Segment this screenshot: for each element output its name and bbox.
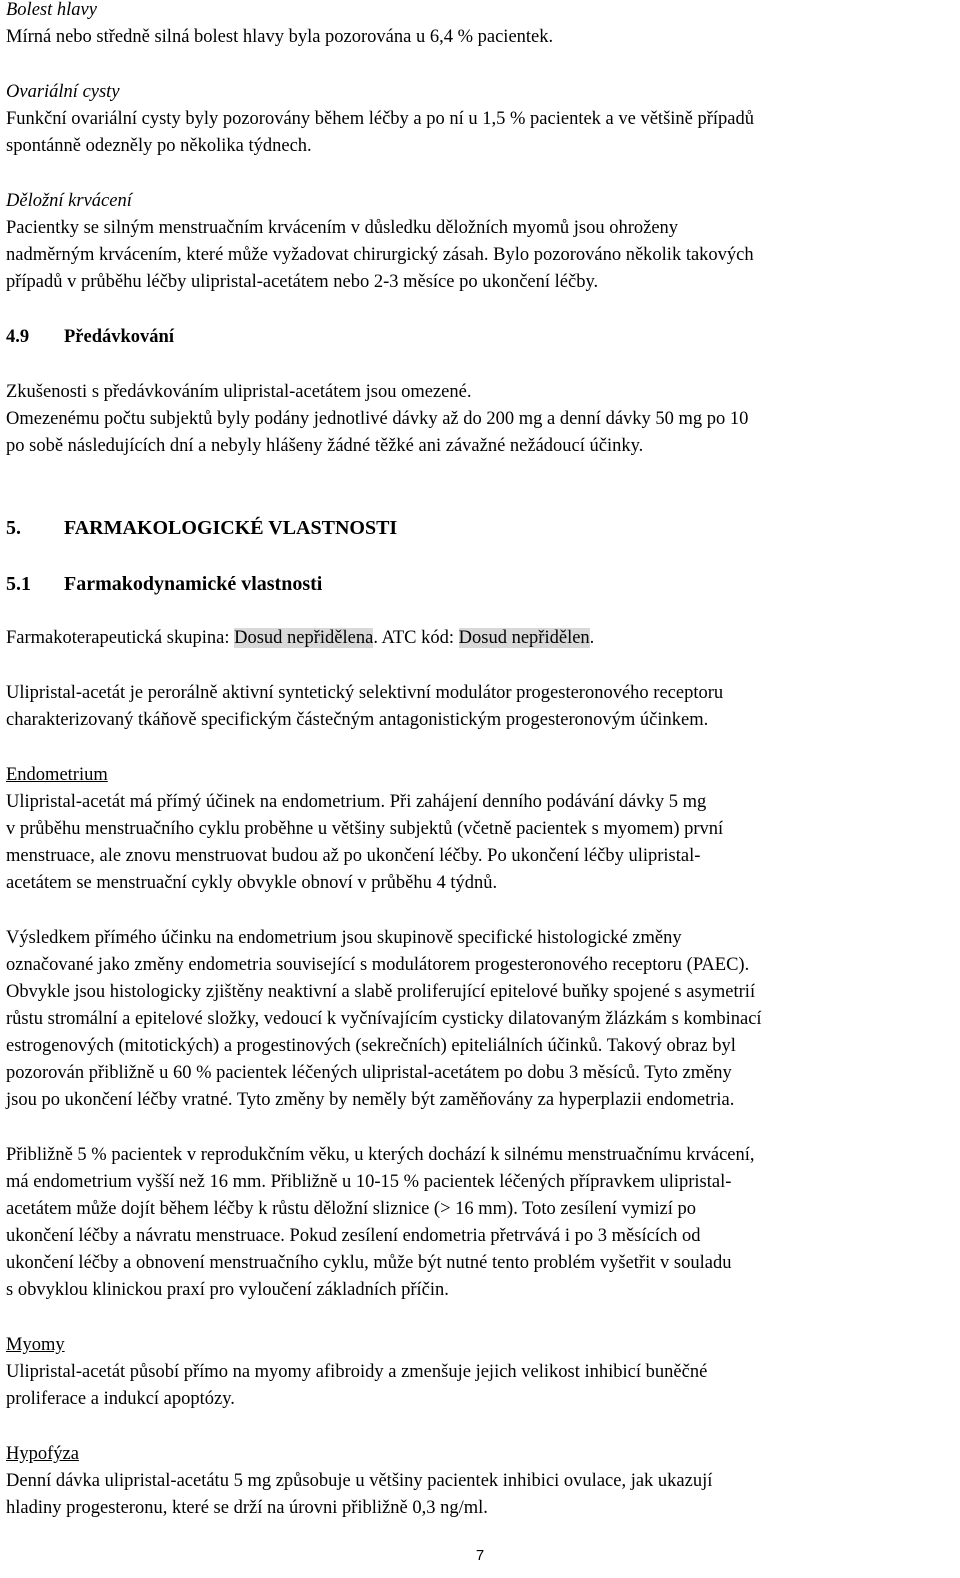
paragraph-line: s obvyklou klinickou praxí pro vyloučení základních příčin. (6, 1280, 449, 1300)
paragraph-line: růstu stromální a epitelové složky, vedoucí k vyčnívajícím cysticky dilatovaným žlázkám s kombinací (6, 1009, 762, 1029)
paragraph-line: acetátem se menstruační cykly obvykle obnoví v průběhu 4 týdnů. (6, 873, 498, 893)
paragraph-line: acetátem může dojít během léčby k růstu děložní sliznice (> 16 mm). Toto zesílení vymizí po (6, 1199, 697, 1219)
section-number: 4.9 (6, 327, 30, 347)
section-title-headache: Bolest hlavy (6, 0, 97, 20)
atc-value: Dosud nepřidělen (458, 628, 590, 648)
paragraph-line: po sobě následujících dní a nebyly hlášeny žádné těžké ani závažné nežádoucí účinky. (6, 436, 644, 456)
paragraph-line: Ulipristal-acetát je perorálně aktivní syntetický selektivní modulátor progesteronového receptoru (6, 683, 724, 703)
paragraph-line: Omezenému počtu subjektů byly podány jednotlivé dávky až do 200 mg a denní dávky 50 mg po 10 (6, 409, 749, 429)
document-page (6, 0, 954, 1522)
section-heading-overdose (6, 324, 954, 351)
paragraph-line: případů v průběhu léčby ulipristal-acetátem nebo 2-3 měsíce po ukončení léčby. (6, 272, 599, 292)
paragraph-line: jsou po ukončení léčby vratné. Tyto změny by neměly být zaměňovány za hyperplazii endometria. (6, 1090, 735, 1110)
paragraph-line: pozorován přibližně u 60 % pacientek léčených ulipristal-acetátem po dobu 3 měsíců. Tyto změny (6, 1063, 732, 1083)
paragraph-line: Pacientky se silným menstruačním krvácením v důsledku děložních myomů jsou ohroženy (6, 218, 679, 238)
section-number: 5. (6, 517, 21, 539)
paragraph-line: hladiny progesteronu, které se drží na úrovni přibližně 0,3 ng/ml. (6, 1498, 488, 1518)
group-value: Dosud nepřidělena (234, 628, 374, 648)
paragraph-line: Ulipristal-acetát působí přímo na myomy afibroidy a zmenšuje jejich velikost inhibicí buněčné (6, 1362, 708, 1382)
section-number: 5.1 (6, 573, 31, 595)
paragraph-line: Výsledkem přímého účinku na endometrium jsou skupinově specifické histologické změny (6, 928, 682, 948)
paragraph-line: menstruace, ale znovu menstruovat budou až po ukončení léčby. Po ukončení léčby ulipristal- (6, 846, 701, 866)
paragraph-line: ukončení léčby a návratu menstruace. Pokud zesílení endometria přetrvává i po 3 měsících od (6, 1226, 701, 1246)
paragraph-line: estrogenových (mitotických) a progestinových (sekrečních) epiteliálních účinků. Takový obraz byl (6, 1036, 736, 1056)
page-number: 7 (475, 1547, 485, 1564)
paragraph-line: Funkční ovariální cysty byly pozorovány během léčby a po ní u 1,5 % pacientek a ve většině případů (6, 109, 755, 129)
atc-suffix: . (589, 628, 595, 648)
paragraph-line: Obvykle jsou histologicky zjištěny neaktivní a slabě proliferující epitelové buňky spojené s asymetrií (6, 982, 756, 1002)
section-heading-pharmacology (6, 513, 954, 543)
paragraph-line: má endometrium vyšší než 16 mm. Přibližně u 10-15 % pacientek léčených přípravkem ulipristal- (6, 1172, 732, 1192)
paragraph-line: Denní dávka ulipristal-acetátu 5 mg způsobuje u většiny pacientek inhibici ovulace, jak ukazují (6, 1471, 713, 1491)
paragraph-line: spontánně odezněly po několika týdnech. (6, 136, 312, 156)
section-heading-text: Farmakodynamické vlastnosti (64, 573, 323, 595)
paragraph-line: charakterizovaný tkáňově specifickým částečným antagonistickým progesteronovým účinkem. (6, 710, 709, 730)
section-heading-text: Předávkování (64, 327, 174, 347)
paragraph-headache: Mírná nebo středně silná bolest hlavy byla pozorována u 6,4 % pacientek. (6, 27, 554, 47)
group-label: Farmakoterapeutická skupina: (6, 628, 235, 648)
section-title-pituitary: Hypofýza (6, 1444, 79, 1464)
paragraph-line: Ulipristal-acetát má přímý účinek na endometrium. Při zahájení denního podávání dávky 5 mg (6, 792, 707, 812)
section-heading-pharmacodynamics (6, 569, 954, 599)
atc-label: . ATC kód: (373, 628, 459, 648)
section-title-uterine-bleeding: Děložní krvácení (6, 191, 132, 211)
paragraph-line: označované jako změny endometria související s modulátorem progesteronového receptoru (PAEC). (6, 955, 750, 975)
paragraph-line: Zkušenosti s předávkováním ulipristal-acetátem jsou omezené. (6, 382, 472, 402)
section-heading-text: FARMAKOLOGICKÉ VLASTNOSTI (64, 517, 398, 539)
section-title-myomas: Myomy (6, 1335, 65, 1355)
pharmacotherapeutic-group-line (6, 625, 954, 652)
section-title-ovarian-cysts: Ovariální cysty (6, 82, 120, 102)
paragraph-line: v průběhu menstruačního cyklu proběhne u většiny subjektů (včetně pacientek s myomem) první (6, 819, 724, 839)
paragraph-line: nadměrným krvácením, které může vyžadovat chirurgický zásah. Bylo pozorováno několik takových (6, 245, 754, 265)
section-title-endometrium: Endometrium (6, 765, 108, 785)
paragraph-line: ukončení léčby a obnovení menstruačního cyklu, může být nutné tento problém vyšetřit v souladu (6, 1253, 732, 1273)
paragraph-line: Přibližně 5 % pacientek v reprodukčním věku, u kterých dochází k silnému menstruačnímu krvácení, (6, 1145, 755, 1165)
paragraph-line: proliferace a indukcí apoptózy. (6, 1389, 235, 1409)
